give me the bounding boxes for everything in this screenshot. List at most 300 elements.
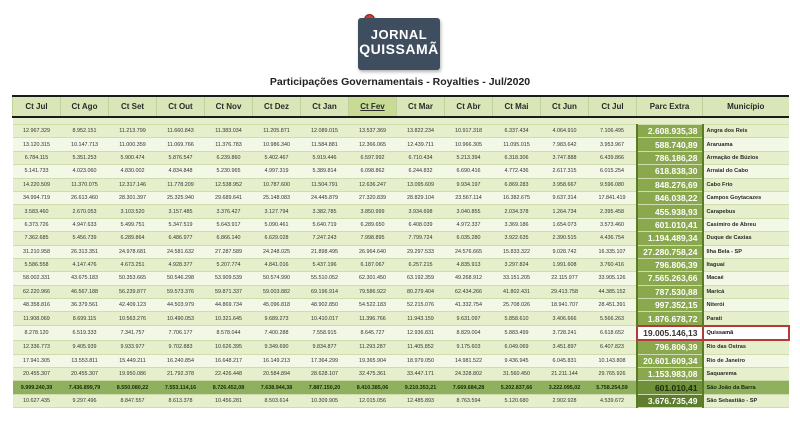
- value-cell: 6.408.039: [397, 218, 445, 231]
- value-cell: 5.566.263: [589, 312, 637, 326]
- value-cell: 5.207.774: [205, 258, 253, 271]
- value-cell: 25.708.026: [493, 299, 541, 312]
- value-cell: 63.192.359: [397, 272, 445, 285]
- value-cell: 9.934.197: [445, 178, 493, 191]
- municipio-cell: Macaé: [703, 272, 789, 285]
- value-cell: 8.699.115: [61, 312, 109, 326]
- value-cell: 6.035.280: [445, 232, 493, 245]
- value-cell: 12.967.329: [13, 125, 61, 138]
- column-header: Ct Abr: [445, 96, 493, 117]
- table-row: [13, 312, 789, 326]
- value-cell: 3.406.666: [541, 312, 589, 326]
- value-cell: 79.586.922: [349, 285, 397, 298]
- value-cell: 29.689.641: [205, 191, 253, 204]
- value-cell: 7.983.642: [541, 138, 589, 151]
- value-cell: 31.210.958: [13, 245, 61, 258]
- value-cell: 6.045.831: [541, 354, 589, 367]
- value-cell: 9.028.742: [541, 245, 589, 258]
- value-cell: 7.558.915: [301, 326, 349, 340]
- value-cell: 6.373.726: [13, 218, 61, 231]
- column-header: Ct Fev: [349, 96, 397, 117]
- logo-line1: JORNAL: [370, 27, 428, 42]
- table-row: [13, 165, 789, 178]
- page-title: Participações Governamentais - Royalties - Jul/2020: [269, 76, 531, 88]
- value-cell: 4.834.848: [157, 165, 205, 178]
- municipio-cell: Niterói: [703, 299, 789, 312]
- value-cell: 17.841.419: [589, 191, 637, 204]
- value-cell: 10.563.276: [109, 312, 157, 326]
- value-cell: 5.347.519: [157, 218, 205, 231]
- parc-extra-cell: 1.876.678,72: [637, 312, 703, 326]
- value-cell: 3.451.897: [541, 340, 589, 354]
- value-cell: 4.539.672: [589, 394, 637, 407]
- value-cell: 6.244.832: [397, 165, 445, 178]
- value-cell: 17.941.305: [13, 354, 61, 367]
- parc-extra-cell: 786.186,28: [637, 151, 703, 164]
- value-cell: 3.369.186: [493, 218, 541, 231]
- value-cell: 10.627.435: [13, 394, 61, 407]
- parc-extra-cell: 588.740,89: [637, 138, 703, 151]
- value-cell: 16.240.854: [157, 354, 205, 367]
- value-cell: 5.640.719: [301, 218, 349, 231]
- column-header: Ct Out: [157, 96, 205, 117]
- value-cell: 29.765.926: [589, 368, 637, 381]
- value-cell: 7.341.757: [109, 326, 157, 340]
- parc-extra-cell: 997.352,15: [637, 299, 703, 312]
- value-cell: 9.297.496: [61, 394, 109, 407]
- value-cell: 13.120.315: [13, 138, 61, 151]
- value-cell: 3.222.095,02: [541, 381, 589, 394]
- value-cell: 4.023.060: [61, 165, 109, 178]
- value-cell: 3.040.855: [445, 205, 493, 218]
- value-cell: 33.447.171: [397, 368, 445, 381]
- value-cell: 11.000.359: [109, 138, 157, 151]
- column-header: Ct Jan: [301, 96, 349, 117]
- table-row: [13, 299, 789, 312]
- value-cell: 6.519.333: [61, 326, 109, 340]
- value-cell: 5.351.253: [61, 151, 109, 164]
- value-cell: 21.898.495: [301, 245, 349, 258]
- value-cell: 10.147.713: [61, 138, 109, 151]
- value-cell: 3.760.416: [589, 258, 637, 271]
- value-cell: 5.402.467: [253, 151, 301, 164]
- value-cell: 6.289.650: [349, 218, 397, 231]
- table-row: [13, 138, 789, 151]
- value-cell: 24.576.665: [445, 245, 493, 258]
- value-cell: 13.095.609: [397, 178, 445, 191]
- value-cell: 22.115.977: [541, 272, 589, 285]
- value-cell: 12.366.065: [349, 138, 397, 151]
- value-cell: 4.841.016: [253, 258, 301, 271]
- value-cell: 6.439.866: [589, 151, 637, 164]
- value-cell: 12.015.056: [349, 394, 397, 407]
- value-cell: 5.758.254,59: [589, 381, 637, 394]
- value-cell: 5.213.394: [445, 151, 493, 164]
- value-cell: 62.220.966: [13, 285, 61, 298]
- value-cell: 15.833.322: [493, 245, 541, 258]
- value-cell: 11.584.881: [301, 138, 349, 151]
- value-cell: 6.618.652: [589, 326, 637, 340]
- municipio-cell: Parati: [703, 312, 789, 326]
- table-row: [13, 205, 789, 218]
- parc-extra-cell: 787.530,88: [637, 285, 703, 298]
- value-cell: 6.690.416: [445, 165, 493, 178]
- value-cell: 5.456.739: [61, 232, 109, 245]
- spacer-row: [13, 117, 789, 125]
- parc-extra-cell: 1.194.489,34: [637, 232, 703, 245]
- value-cell: 5.876.547: [157, 151, 205, 164]
- value-cell: 5.499.751: [109, 218, 157, 231]
- value-cell: 3.103.520: [109, 205, 157, 218]
- value-cell: 10.456.281: [205, 394, 253, 407]
- value-cell: 6.337.434: [493, 125, 541, 138]
- table-row: [13, 340, 789, 354]
- parc-extra-cell: 7.565.263,66: [637, 272, 703, 285]
- royalties-table: [12, 95, 790, 408]
- value-cell: 3.934.698: [397, 205, 445, 218]
- value-cell: 3.382.785: [301, 205, 349, 218]
- parc-extra-cell: 455.938,93: [637, 205, 703, 218]
- value-cell: 5.389.814: [301, 165, 349, 178]
- column-header: Parc Extra: [637, 96, 703, 117]
- value-cell: 5.202.837,66: [493, 381, 541, 394]
- value-cell: 11.660.843: [157, 125, 205, 138]
- municipio-cell: Araruama: [703, 138, 789, 151]
- value-cell: 6.866.140: [205, 232, 253, 245]
- municipio-cell: Angra dos Reis: [703, 125, 789, 138]
- value-cell: 62.434.266: [445, 285, 493, 298]
- value-cell: 6.098.862: [349, 165, 397, 178]
- value-cell: 3.747.888: [541, 151, 589, 164]
- value-cell: 8.847.557: [109, 394, 157, 407]
- logo: [358, 18, 440, 70]
- value-cell: 27.320.839: [349, 191, 397, 204]
- value-cell: 45.096.818: [253, 299, 301, 312]
- value-cell: 4.436.754: [589, 232, 637, 245]
- value-cell: 8.645.727: [349, 326, 397, 340]
- value-cell: 50.546.298: [157, 272, 205, 285]
- value-cell: 7.998.895: [349, 232, 397, 245]
- value-cell: 5.120.680: [493, 394, 541, 407]
- value-cell: 11.205.871: [253, 125, 301, 138]
- municipio-cell: Armação de Búzios: [703, 151, 789, 164]
- value-cell: 9.349.690: [253, 340, 301, 354]
- value-cell: 25.148.083: [253, 191, 301, 204]
- value-cell: 32.475.361: [349, 368, 397, 381]
- value-cell: 7.247.243: [301, 232, 349, 245]
- value-cell: 17.364.299: [301, 354, 349, 367]
- value-cell: 7.669.684,28: [445, 381, 493, 394]
- value-cell: 6.187.067: [349, 258, 397, 271]
- value-cell: 9.405.939: [61, 340, 109, 354]
- value-cell: 4.064.910: [541, 125, 589, 138]
- value-cell: 9.933.977: [109, 340, 157, 354]
- column-header: Ct Set: [109, 96, 157, 117]
- value-cell: 13.553.811: [61, 354, 109, 367]
- value-cell: 24.445.879: [301, 191, 349, 204]
- value-cell: 5.900.474: [109, 151, 157, 164]
- value-cell: 3.583.460: [13, 205, 61, 218]
- municipio-cell: Casimiro de Abreu: [703, 218, 789, 231]
- value-cell: 10.626.395: [205, 340, 253, 354]
- value-cell: 6.407.823: [589, 340, 637, 354]
- value-cell: 6.015.254: [589, 165, 637, 178]
- value-cell: 6.629.028: [253, 232, 301, 245]
- value-cell: 1.654.073: [541, 218, 589, 231]
- value-cell: 20.455.307: [61, 368, 109, 381]
- value-cell: 54.522.183: [349, 299, 397, 312]
- parc-extra-cell: 848.276,69: [637, 178, 703, 191]
- value-cell: 11.293.287: [349, 340, 397, 354]
- value-cell: 3.850.999: [349, 205, 397, 218]
- value-cell: 7.887.150,20: [301, 381, 349, 394]
- value-cell: 11.376.783: [205, 138, 253, 151]
- value-cell: 4.947.633: [61, 218, 109, 231]
- value-cell: 3.953.967: [589, 138, 637, 151]
- municipio-cell: São Sebastião - SP: [703, 394, 789, 407]
- value-cell: 6.289.864: [109, 232, 157, 245]
- value-cell: 11.405.852: [397, 340, 445, 354]
- value-cell: 8.952.151: [61, 125, 109, 138]
- value-cell: 26.964.640: [349, 245, 397, 258]
- table-row: [13, 178, 789, 191]
- value-cell: 28.301.397: [109, 191, 157, 204]
- table-row: [13, 125, 789, 138]
- table-row: [13, 285, 789, 298]
- value-cell: 4.147.476: [61, 258, 109, 271]
- value-cell: 28.829.104: [397, 191, 445, 204]
- value-cell: 2.034.378: [493, 205, 541, 218]
- value-cell: 8.550.080,22: [109, 381, 157, 394]
- value-cell: 11.213.799: [109, 125, 157, 138]
- value-cell: 2.395.458: [589, 205, 637, 218]
- municipio-cell: Duque de Caxias: [703, 232, 789, 245]
- value-cell: 26.613.460: [61, 191, 109, 204]
- value-cell: 7.436.899,79: [61, 381, 109, 394]
- municipio-cell: Maricá: [703, 285, 789, 298]
- value-cell: 19.365.904: [349, 354, 397, 367]
- value-cell: 8.578.044: [205, 326, 253, 340]
- value-cell: 31.560.450: [493, 368, 541, 381]
- value-cell: 48.902.850: [301, 299, 349, 312]
- value-cell: 20.584.894: [253, 368, 301, 381]
- value-cell: 6.049.069: [493, 340, 541, 354]
- value-cell: 11.504.791: [301, 178, 349, 191]
- value-cell: 24.328.802: [445, 368, 493, 381]
- value-cell: 10.309.905: [301, 394, 349, 407]
- value-cell: 53.909.539: [205, 272, 253, 285]
- table-row: [13, 368, 789, 381]
- value-cell: 15.449.211: [109, 354, 157, 367]
- value-cell: 9.596.080: [589, 178, 637, 191]
- value-cell: 6.597.992: [349, 151, 397, 164]
- value-cell: 7.706.177: [157, 326, 205, 340]
- column-header: Ct Mai: [493, 96, 541, 117]
- value-cell: 7.638.944,38: [253, 381, 301, 394]
- parc-extra-cell: 796.806,39: [637, 340, 703, 354]
- value-cell: 13.822.234: [397, 125, 445, 138]
- value-cell: 59.573.376: [157, 285, 205, 298]
- table-row: [13, 381, 789, 394]
- parc-extra-cell: 1.153.983,08: [637, 368, 703, 381]
- value-cell: 4.928.377: [157, 258, 205, 271]
- value-cell: 4.772.436: [493, 165, 541, 178]
- value-cell: 9.175.603: [445, 340, 493, 354]
- value-cell: 8.278.120: [13, 326, 61, 340]
- value-cell: 50.353.665: [109, 272, 157, 285]
- value-cell: 18.979.050: [397, 354, 445, 367]
- value-cell: 6.784.115: [13, 151, 61, 164]
- column-header: Ct Mar: [397, 96, 445, 117]
- value-cell: 1.264.734: [541, 205, 589, 218]
- value-cell: 4.830.002: [109, 165, 157, 178]
- value-cell: 55.510.052: [301, 272, 349, 285]
- value-cell: 59.003.882: [253, 285, 301, 298]
- value-cell: 62.301.450: [349, 272, 397, 285]
- value-cell: 11.908.069: [13, 312, 61, 326]
- value-cell: 12.317.146: [109, 178, 157, 191]
- value-cell: 16.335.107: [589, 245, 637, 258]
- parc-extra-cell: 3.676.735,49: [637, 394, 703, 407]
- table-row: [13, 191, 789, 204]
- value-cell: 12.089.015: [301, 125, 349, 138]
- value-cell: 5.437.196: [301, 258, 349, 271]
- value-cell: 44.869.734: [205, 299, 253, 312]
- value-cell: 13.537.369: [349, 125, 397, 138]
- value-cell: 2.670.053: [61, 205, 109, 218]
- column-header: Ct Ago: [61, 96, 109, 117]
- value-cell: 6.318.306: [493, 151, 541, 164]
- parc-extra-cell: 19.005.146,13: [637, 326, 703, 340]
- parc-extra-cell: 846.038,22: [637, 191, 703, 204]
- value-cell: 5.141.733: [13, 165, 61, 178]
- value-cell: 3.297.824: [493, 258, 541, 271]
- value-cell: 7.553.114,16: [157, 381, 205, 394]
- value-cell: 49.268.912: [445, 272, 493, 285]
- value-cell: 52.215.076: [397, 299, 445, 312]
- value-cell: 5.883.499: [493, 326, 541, 340]
- value-cell: 5.643.917: [205, 218, 253, 231]
- value-cell: 10.410.017: [301, 312, 349, 326]
- value-cell: 11.396.766: [349, 312, 397, 326]
- value-cell: 4.972.337: [445, 218, 493, 231]
- table-row: [13, 326, 789, 340]
- municipio-cell: Arraial do Cabo: [703, 165, 789, 178]
- parc-extra-cell: 601.010,41: [637, 218, 703, 231]
- value-cell: 3.157.485: [157, 205, 205, 218]
- value-cell: 10.787.600: [253, 178, 301, 191]
- value-cell: 7.799.724: [397, 232, 445, 245]
- value-cell: 69.196.914: [301, 285, 349, 298]
- value-cell: 46.567.188: [61, 285, 109, 298]
- value-cell: 9.689.273: [253, 312, 301, 326]
- value-cell: 28.628.107: [301, 368, 349, 381]
- value-cell: 42.409.123: [109, 299, 157, 312]
- table-row: [13, 258, 789, 271]
- value-cell: 9.834.877: [301, 340, 349, 354]
- value-cell: 21.211.144: [541, 368, 589, 381]
- value-cell: 24.978.681: [109, 245, 157, 258]
- value-cell: 1.991.608: [541, 258, 589, 271]
- value-cell: 10.490.053: [157, 312, 205, 326]
- value-cell: 4.835.913: [445, 258, 493, 271]
- value-cell: 33.905.126: [589, 272, 637, 285]
- municipio-cell: Saquarema: [703, 368, 789, 381]
- value-cell: 29.297.533: [397, 245, 445, 258]
- value-cell: 48.358.816: [13, 299, 61, 312]
- municipio-cell: Campos Goytacazes: [703, 191, 789, 204]
- value-cell: 8.763.594: [445, 394, 493, 407]
- value-cell: 14.220.509: [13, 178, 61, 191]
- parc-extra-cell: 601.010,41: [637, 381, 703, 394]
- value-cell: 22.426.448: [205, 368, 253, 381]
- value-cell: 41.802.431: [493, 285, 541, 298]
- value-cell: 4.673.251: [109, 258, 157, 271]
- value-cell: 58.002.331: [13, 272, 61, 285]
- value-cell: 5.586.558: [13, 258, 61, 271]
- value-cell: 8.829.004: [445, 326, 493, 340]
- value-cell: 23.567.114: [445, 191, 493, 204]
- value-cell: 12.439.711: [397, 138, 445, 151]
- value-cell: 9.631.097: [445, 312, 493, 326]
- value-cell: 11.069.766: [157, 138, 205, 151]
- value-cell: 11.370.075: [61, 178, 109, 191]
- value-cell: 6.710.434: [397, 151, 445, 164]
- value-cell: 9.999.240,39: [13, 381, 61, 394]
- value-cell: 12.485.893: [397, 394, 445, 407]
- column-header: Ct Jun: [541, 96, 589, 117]
- value-cell: 56.239.877: [109, 285, 157, 298]
- value-cell: 24.248.025: [253, 245, 301, 258]
- value-cell: 44.503.979: [157, 299, 205, 312]
- value-cell: 10.966.305: [445, 138, 493, 151]
- value-cell: 10.143.808: [589, 354, 637, 367]
- table-row: [13, 218, 789, 231]
- parc-extra-cell: 2.608.935,38: [637, 125, 703, 138]
- value-cell: 25.325.940: [157, 191, 205, 204]
- value-cell: 3.127.794: [253, 205, 301, 218]
- value-cell: 34.994.719: [13, 191, 61, 204]
- parc-extra-cell: 20.601.609,34: [637, 354, 703, 367]
- value-cell: 3.922.635: [493, 232, 541, 245]
- value-cell: 44.385.152: [589, 285, 637, 298]
- municipio-cell: São João da Barra: [703, 381, 789, 394]
- value-cell: 80.279.404: [397, 285, 445, 298]
- value-cell: 10.321.645: [205, 312, 253, 326]
- value-cell: 6.869.283: [493, 178, 541, 191]
- table-row: [13, 354, 789, 367]
- municipio-cell: Cabo Frio: [703, 178, 789, 191]
- value-cell: 29.413.758: [541, 285, 589, 298]
- value-cell: 11.943.159: [397, 312, 445, 326]
- column-header: Ct Jul: [589, 96, 637, 117]
- value-cell: 16.149.213: [253, 354, 301, 367]
- value-cell: 14.981.522: [445, 354, 493, 367]
- value-cell: 19.950.086: [109, 368, 157, 381]
- value-cell: 20.455.307: [13, 368, 61, 381]
- value-cell: 8.613.378: [157, 394, 205, 407]
- value-cell: 21.792.378: [157, 368, 205, 381]
- value-cell: 5.090.461: [253, 218, 301, 231]
- value-cell: 3.573.460: [589, 218, 637, 231]
- value-cell: 18.941.707: [541, 299, 589, 312]
- value-cell: 11.383.034: [205, 125, 253, 138]
- value-cell: 12.538.952: [205, 178, 253, 191]
- municipio-cell: Ilha Bela - SP: [703, 245, 789, 258]
- table-row: [13, 151, 789, 164]
- municipio-cell: Carapebus: [703, 205, 789, 218]
- value-cell: 3.958.667: [541, 178, 589, 191]
